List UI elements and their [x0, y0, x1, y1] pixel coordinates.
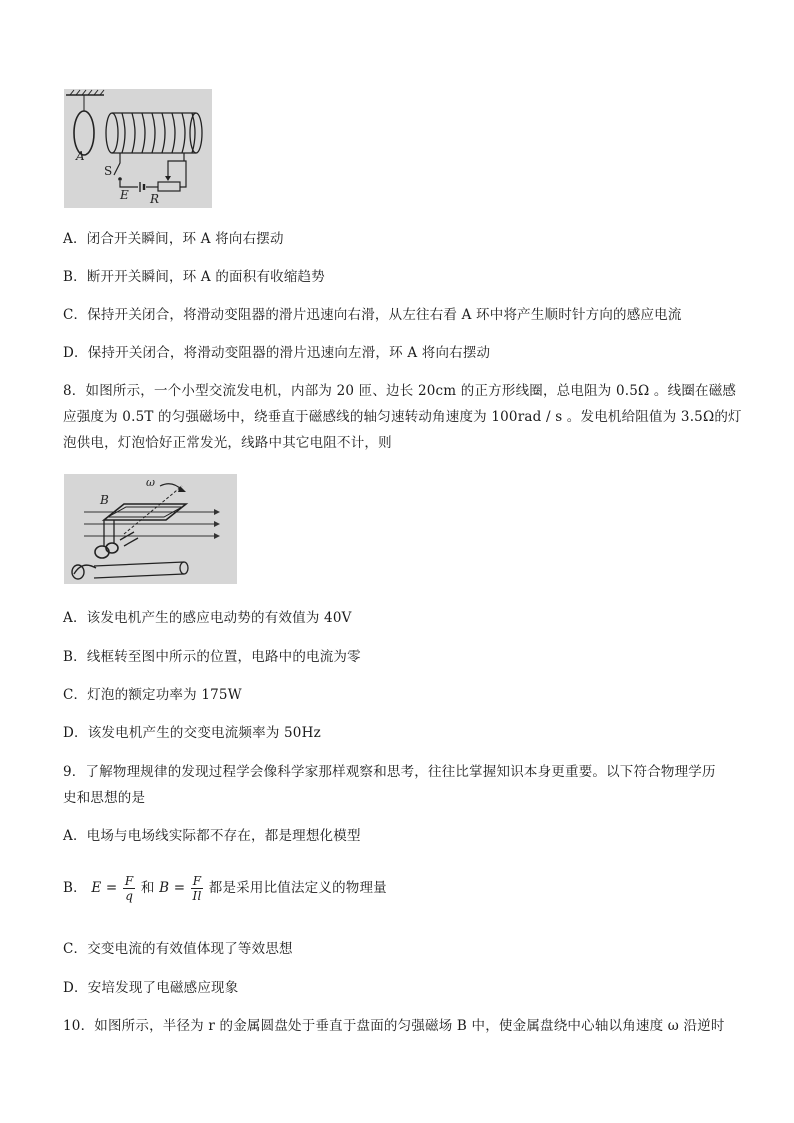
- formula-e: E =: [91, 880, 118, 896]
- fraction-numerator-f2: F: [192, 874, 202, 888]
- fraction-numerator-f: F: [124, 874, 134, 888]
- q8-option-a: A．该发电机产生的感应电动势的有效值为 40V: [63, 610, 352, 626]
- label-battery-e: E: [120, 188, 129, 202]
- q8-stem-line2: 应强度为 0.5T 的匀强磁场中，绕垂直于磁感线的轴匀速转动角速度为 100rad / s 。发电机给阻值为 3.5Ω的灯: [63, 409, 742, 425]
- figure-generator: [64, 474, 237, 584]
- q7-option-b: B．断开开关瞬间，环 A 的面积有收缩趋势: [63, 269, 325, 285]
- fraction-denominator-q: q: [125, 889, 134, 903]
- formula-b: B =: [159, 880, 186, 896]
- label-rheostat-r: R: [150, 192, 160, 206]
- q7-option-d: D．保持开关闭合，将滑动变阻器的滑片迅速向左滑，环 A 将向右摆动: [63, 345, 491, 361]
- q9-option-c: C．交变电流的有效值体现了等效思想: [63, 941, 293, 957]
- solenoid-diagram: [64, 89, 212, 208]
- label-switch-s: S: [104, 164, 113, 178]
- label-ring-a: A: [76, 149, 85, 163]
- label-field-b: B: [100, 493, 109, 507]
- q10-stem-line1: 10．如图所示，半径为 r 的金属圆盘处于垂直于盘面的匀强磁场 B 中，使金属盘绕中心轴以角速度 ω 沿逆时: [63, 1018, 725, 1034]
- q8-stem-line1: 8．如图所示，一个小型交流发电机，内部为 20 匝、边长 20cm 的正方形线圈，总电阻为 0.5Ω 。线圈在磁感: [63, 383, 737, 399]
- generator-diagram: [64, 474, 237, 584]
- q7-option-c: C．保持开关闭合，将滑动变阻器的滑片迅速向右滑，从左往右看 A 环中将产生顺时针方向的感应电流: [63, 307, 682, 323]
- q9-stem-line1: 9．了解物理规律的发现过程学会像科学家那样观察和思考，往往比掌握知识本身更重要。以下符合物理学历: [63, 764, 716, 780]
- q9-stem-line2: 史和思想的是: [63, 790, 146, 806]
- conjunction-and: 和: [140, 880, 155, 896]
- q9-option-b-suffix: 都是采用比值法定义的物理量: [208, 880, 387, 896]
- figure-solenoid-circuit: [64, 89, 212, 208]
- q7-option-a: A．闭合开关瞬间，环 A 将向右摆动: [63, 231, 284, 247]
- q9-option-b: [63, 868, 387, 908]
- fraction-f-over-il: [191, 874, 204, 903]
- fraction-denominator-il: Il: [192, 889, 202, 903]
- q8-option-b: B．线框转至图中所示的位置，电路中的电流为零: [63, 649, 361, 665]
- q9-option-a: A．电场与电场线实际都不存在，都是理想化模型: [63, 828, 361, 844]
- q8-option-c: C．灯泡的额定功率为 175W: [63, 687, 242, 703]
- q8-option-d: D．该发电机产生的交变电流频率为 50Hz: [63, 725, 321, 741]
- q9-option-b-prefix: B．: [63, 880, 87, 896]
- fraction-f-over-q: [123, 874, 136, 903]
- q8-stem-line3: 泡供电，灯泡恰好正常发光，线路中其它电阻不计，则: [63, 435, 392, 451]
- label-omega: ω: [146, 476, 155, 489]
- q9-option-d: D．安培发现了电磁感应现象: [63, 980, 239, 996]
